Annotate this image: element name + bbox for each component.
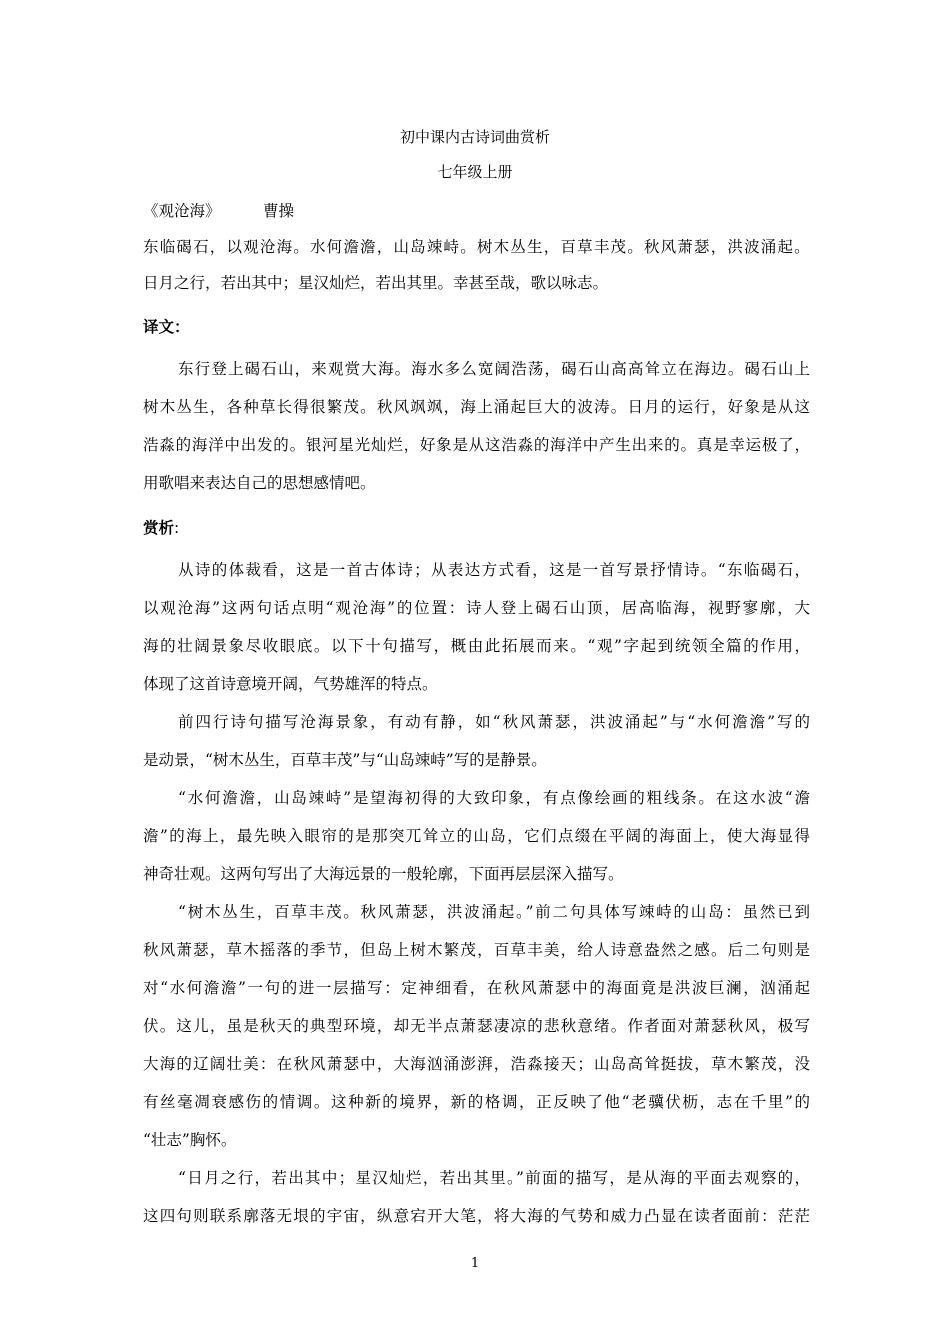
analysis-line: 大海的辽阔壮美：在秋风萧瑟中，大海汹涌澎湃，浩淼接天；山岛高耸挺拔，草木繁茂，没 bbox=[143, 1055, 810, 1073]
translation-line: 浩淼的海洋中出发的。银河星光灿烂，好象是从这浩淼的海洋中产生出来的。真是幸运极了， bbox=[143, 436, 810, 454]
analysis-line: “日月之行，若出其中；星汉灿烂，若出其里。”前面的描写，是从海的平面去观察的， bbox=[178, 1169, 810, 1187]
analysis-heading-colon: : bbox=[174, 519, 180, 537]
analysis-line: 秋风萧瑟，草木摇落的季节，但岛上树木繁茂，百草丰美，给人诗意盎然之感。后二句则是 bbox=[143, 941, 810, 959]
analysis-line: 以观沧海”这两句话点明“观沧海”的位置：诗人登上碣石山顶，居高临海，视野寥廓，大 bbox=[143, 599, 810, 617]
page-number: 1 bbox=[470, 1256, 480, 1271]
analysis-heading-text: 赏析 bbox=[143, 519, 175, 537]
analysis-line: 澹”的海上，最先映入眼帘的是那突兀耸立的山岛，它们点缀在平阔的海面上，使大海显得 bbox=[143, 827, 810, 845]
translation-line: 用歌唱来表达自己的思想感情吧。 bbox=[143, 474, 376, 492]
translation-line: 树木丛生，各种草长得很繁茂。秋风飒飒，海上涌起巨大的波涛。日月的运行，好象是从这 bbox=[143, 398, 810, 416]
analysis-line: 体现了这首诗意境开阔，气势雄浑的特点。 bbox=[143, 675, 438, 693]
translation-heading: 译文： bbox=[143, 318, 190, 336]
analysis-line: 前四行诗句描写沧海景象，有动有静，如“秋风萧瑟，洪波涌起”与“水何澹澹”写的 bbox=[178, 713, 810, 731]
analysis-line: 有丝毫凋衰感伤的情调。这种新的境界，新的格调，正反映了他“老骥伏枥，志在千里”的 bbox=[143, 1093, 810, 1111]
poem-line: 日月之行，若出其中；星汉灿烂，若出其里。幸甚至哉，歌以咏志。 bbox=[143, 274, 609, 292]
analysis-line: 神奇壮观。这两句写出了大海远景的一般轮廓，下面再层层深入描写。 bbox=[143, 865, 624, 883]
poem-title: 《观沧海》 bbox=[143, 202, 221, 220]
analysis-line: 这四句则联系廓落无垠的宇宙，纵意宕开大笔，将大海的气势和威力凸显在读者面前：茫茫 bbox=[143, 1207, 810, 1225]
document-subtitle: 七年级上册 bbox=[437, 163, 513, 181]
analysis-line: 是动景，“树木丛生，百草丰茂”与“山岛竦峙”写的是静景。 bbox=[143, 751, 547, 769]
translation-line: 东行登上碣石山，来观赏大海。海水多么宽阔浩荡，碣石山高高耸立在海边。碣石山上 bbox=[178, 360, 810, 378]
poem-line: 东临碣石，以观沧海。水何澹澹，山岛竦峙。树木丛生，百草丰茂。秋风萧瑟，洪波涌起。 bbox=[143, 238, 810, 256]
analysis-heading bbox=[143, 517, 179, 539]
analysis-line: “水何澹澹，山岛竦峙”是望海初得的大致印象，有点像绘画的粗线条。在这水波“澹 bbox=[178, 789, 810, 807]
poem-author: 曹操 bbox=[263, 202, 295, 220]
analysis-line: 对“水何澹澹”一句的进一层描写：定神细看，在秋风萧瑟中的海面竟是洪波巨澜，汹涌起 bbox=[143, 979, 810, 997]
document-title: 初中课内古诗词曲赏析 bbox=[399, 128, 550, 146]
analysis-line: 从诗的体裁看，这是一首古体诗；从表达方式看，这是一首写景抒情诗。“东临碣石， bbox=[178, 561, 810, 579]
analysis-line: 伏。这儿，虽是秋天的典型环境，却无半点萧瑟凄凉的悲秋意绪。作者面对萧瑟秋风，极写 bbox=[143, 1017, 810, 1035]
analysis-line: 海的壮阔景象尽收眼底。以下十句描写，概由此拓展而来。“观”字起到统领全篇的作用， bbox=[143, 637, 810, 655]
analysis-line: “壮志”胸怀。 bbox=[143, 1131, 237, 1149]
analysis-line: “树木丛生，百草丰茂。秋风萧瑟，洪波涌起。”前二句具体写竦峙的山岛：虽然已到 bbox=[178, 903, 810, 921]
